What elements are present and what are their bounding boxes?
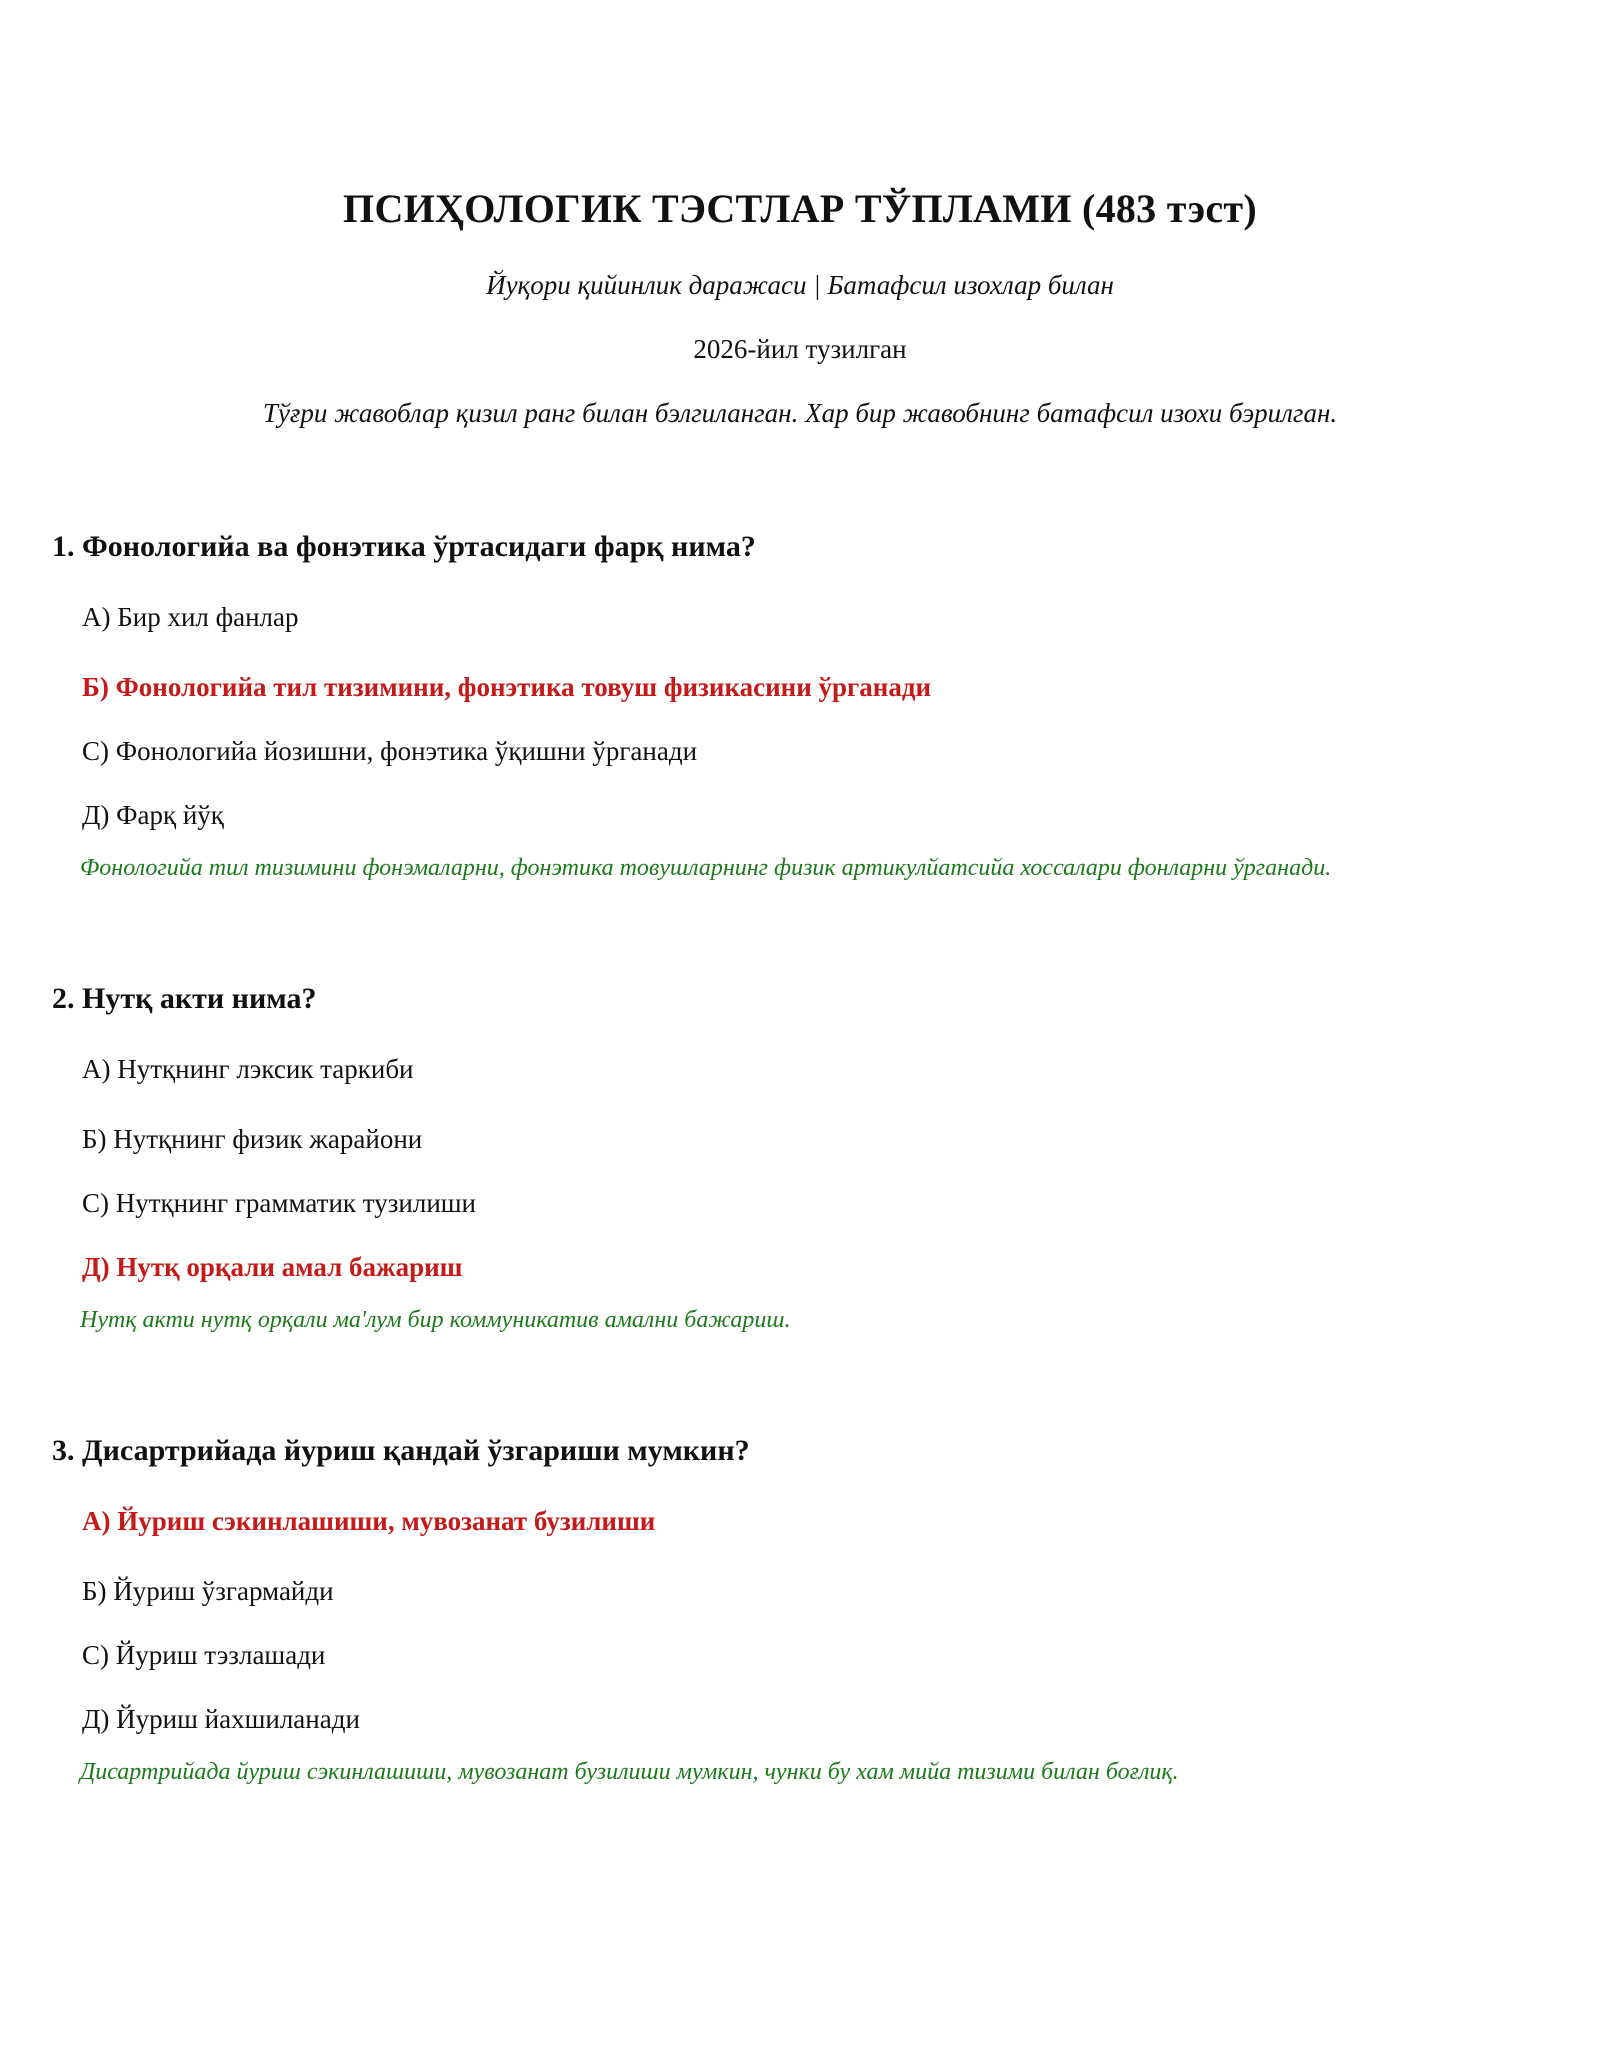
document-note: Тўғри жавоблар қизил ранг билан бэлгиланган. Хар бир жавобнинг батафсил изохи бэрилган.: [262, 398, 1338, 428]
option-a: А) Бир хил фанлар: [82, 602, 299, 632]
option-d: Д) Фарқ йўқ: [82, 800, 224, 830]
option-a-correct: А) Йуриш сэкинлашиши, мувозанат бузилиши: [82, 1506, 656, 1536]
question-text: 2. Нутқ акти нима?: [52, 982, 317, 1015]
option-c: С) Йуриш тэзлашади: [82, 1640, 326, 1670]
option-c: С) Нутқнинг грамматик тузилиши: [82, 1188, 477, 1218]
option-b: Б) Нутқнинг физик жарайони: [82, 1124, 423, 1154]
question-3: [52, 1431, 1552, 1786]
question-text: 3. Дисартрийада йуриш қандай ўзгариши мумкин?: [52, 1434, 750, 1467]
document-title: ПСИҲОЛОГИК ТЭСТЛАР ТЎПЛАМИ (483 тэст): [343, 186, 1257, 231]
option-b: Б) Йуриш ўзгармайди: [82, 1576, 334, 1606]
option-d: Д) Йуриш йахшиланади: [82, 1704, 360, 1734]
option-d-correct: Д) Нутқ орқали амал бажариш: [82, 1252, 463, 1282]
question-2: [52, 979, 1552, 1334]
question-1: [52, 527, 1552, 882]
explanation: Дисартрийада йуриш сэкинлашиши, мувозанат бузилиши мумкин, чунки бу хам мийа тизими билан боғлиқ.: [80, 1759, 1179, 1785]
explanation: Фонологийа тил тизимини фонэмаларни, фонэтика товушларнинг физик артикулйатсийа хоссалари фонларни ўрганади.: [80, 855, 1332, 881]
document-year: 2026-йил тузилган: [693, 334, 907, 364]
document-subtitle: Йуқори қийинлик даражаси | Батафсил изохлар билан: [486, 270, 1114, 300]
option-c: С) Фонологийа йозишни, фонэтика ўқишни ўрганади: [82, 736, 698, 766]
option-b-correct: Б) Фонологийа тил тизимини, фонэтика товуш физикасини ўрганади: [82, 672, 932, 702]
question-text: 1. Фонологийа ва фонэтика ўртасидаги фарқ нима?: [52, 530, 756, 563]
explanation: Нутқ акти нутқ орқали ма'лум бир коммуникатив амални бажариш.: [80, 1307, 791, 1333]
option-a: А) Нутқнинг лэксик таркиби: [82, 1054, 414, 1084]
